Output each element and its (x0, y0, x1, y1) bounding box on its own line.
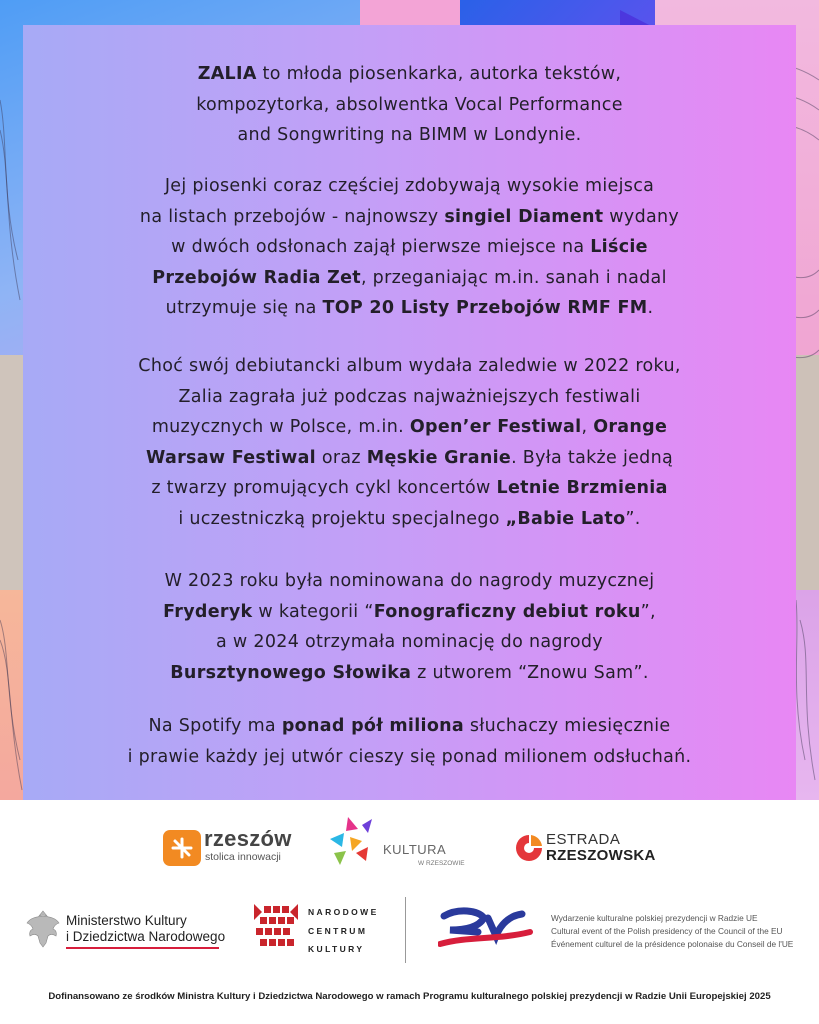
estrada-logo-icon (514, 833, 544, 863)
estrada-logo-line2: RZESZOWSKA (546, 847, 656, 864)
text-line (23, 443, 796, 474)
text-run: i uczestniczką projektu specjalnego (178, 508, 506, 529)
text-run: Zalia zagrała już podczas najważniejszych festiwali (178, 386, 641, 407)
text-run: na listach przebojów - najnowszy (139, 206, 445, 227)
rzeszow-logo-name: rzeszów (204, 826, 292, 851)
nck-logo-line1: NARODOWE (308, 907, 379, 917)
text-run: , (581, 417, 594, 437)
text-run: and Songwriting na BIMM w Londynie. (237, 125, 582, 145)
eu-presidency-text-en: Cultural event of the Polish presidency of the Council of the EU (551, 926, 783, 936)
text-line (23, 171, 796, 202)
text-run: w dwóch odsłonach zajął pierwsze miejsce na (171, 237, 591, 257)
text-run: Choć swój debiutancki album wydała zaledwie w 2022 roku, (138, 356, 681, 376)
kultura-logo-name: KULTURA (383, 842, 447, 857)
text-run: kompozytorka, absolwentka Vocal Performance (196, 94, 623, 115)
text-line (23, 263, 796, 294)
text-run: oraz (315, 447, 367, 468)
content-panel (23, 25, 796, 800)
bio-paragraph-3 (23, 351, 796, 534)
polish-eagle-emblem-icon (24, 907, 62, 951)
nck-logo-line2: CENTRUM (308, 926, 368, 936)
kultura-logo-sub: W RZESZOWIE (418, 860, 465, 867)
bold-text-run: Bursztynowego Słowika (170, 662, 412, 683)
text-line (23, 382, 796, 413)
funding-footer: Dofinansowano ze środków Ministra Kultury i Dziedzictwa Narodowego w ramach Programu kulturalnego polskiej prezydencji w Radzie Unii Europejskiej 2025 (48, 991, 771, 1002)
ministerstwo-logo-line2: i Dziedzictwa Narodowego (66, 929, 226, 944)
bold-text-run: ZALIA (197, 64, 257, 84)
bold-text-run: Open’er Festiwal (409, 417, 582, 437)
text-line (23, 120, 796, 151)
text-run: i prawie każdy jej utwór cieszy się ponad milionem odsłuchań. (127, 746, 692, 767)
bold-text-run: Fonograficzny debiut roku (373, 601, 641, 622)
rzeszow-logo-icon (163, 830, 201, 866)
text-run: Na Spotify ma (148, 716, 282, 736)
eu-presidency-logo-icon (438, 906, 534, 956)
bio-paragraph-4 (23, 566, 796, 688)
text-run: to młoda piosenkarka, autorka tekstów, (256, 64, 622, 84)
ministerstwo-flag-line (66, 946, 219, 949)
text-run: , przeganiając m.in. sanah i nadal (360, 267, 667, 288)
bold-text-run: Letnie Brzmienia (496, 478, 668, 498)
ministerstwo-logo-line1: Ministerstwo Kultury (66, 913, 187, 928)
bold-text-run: Przebojów Radia Zet (152, 267, 361, 288)
text-run: w kategorii “ (252, 601, 374, 622)
text-run: muzycznych w Polsce, m.in. (151, 417, 410, 437)
text-run: utrzymuje się na (165, 298, 323, 318)
text-run: ”. (625, 508, 641, 529)
text-line (23, 711, 796, 742)
bold-text-run: Orange (593, 417, 668, 437)
text-line (23, 293, 796, 324)
rzeszow-logo-tagline: stolica innowacji (205, 851, 281, 863)
text-line (23, 658, 796, 689)
estrada-logo-line1: ESTRADA (546, 831, 621, 848)
text-run: a w 2024 otrzymała nominację do nagrody (216, 632, 603, 652)
text-line (23, 473, 796, 504)
kultura-logo-icon (328, 817, 384, 867)
text-run: z utworem “Znowu Sam”. (411, 662, 649, 683)
bold-text-run: ponad pół miliona (281, 716, 465, 736)
eu-presidency-text-pl: Wydarzenie kulturalne polskiej prezydencji w Radzie UE (551, 913, 758, 923)
bio-paragraph-2 (23, 171, 796, 324)
text-line (23, 566, 796, 597)
text-line (23, 90, 796, 121)
text-run: Jej piosenki coraz częściej zdobywają wysokie miejsca (164, 176, 655, 196)
text-run: z twarzy promujących cykl koncertów (151, 478, 497, 498)
text-line (23, 504, 796, 535)
bio-paragraph-5 (23, 711, 796, 772)
text-run: . (647, 298, 654, 318)
bold-text-run: Fryderyk (163, 601, 253, 622)
bold-text-run: Męskie Granie (366, 447, 512, 468)
text-line (23, 412, 796, 443)
text-run: . Była także jedną (511, 447, 673, 468)
bold-text-run: „Babie Lato (505, 508, 626, 529)
bold-text-run: Liście (590, 237, 648, 257)
text-run: W 2023 roku była nominowana do nagrody muzycznej (164, 571, 655, 591)
text-line (23, 202, 796, 233)
text-line (23, 59, 796, 90)
text-line (23, 232, 796, 263)
bold-text-run: Warsaw Festiwal (146, 447, 316, 468)
text-run: słuchaczy miesięcznie (464, 716, 671, 736)
nck-logo-icon (254, 904, 298, 954)
logos-divider (405, 897, 406, 963)
text-line (23, 742, 796, 773)
text-run: wydany (603, 206, 680, 227)
text-line (23, 351, 796, 382)
bold-text-run: singiel Diament (444, 206, 604, 227)
bio-paragraph-1 (23, 59, 796, 151)
text-line (23, 597, 796, 628)
nck-logo-line3: KULTURY (308, 944, 365, 954)
text-run: ”, (640, 601, 656, 622)
eu-presidency-text-fr: Événement culturel de la présidence polonaise du Conseil de l'UE (551, 939, 794, 949)
bold-text-run: TOP 20 Listy Przebojów RMF FM (322, 298, 648, 318)
text-line (23, 627, 796, 658)
